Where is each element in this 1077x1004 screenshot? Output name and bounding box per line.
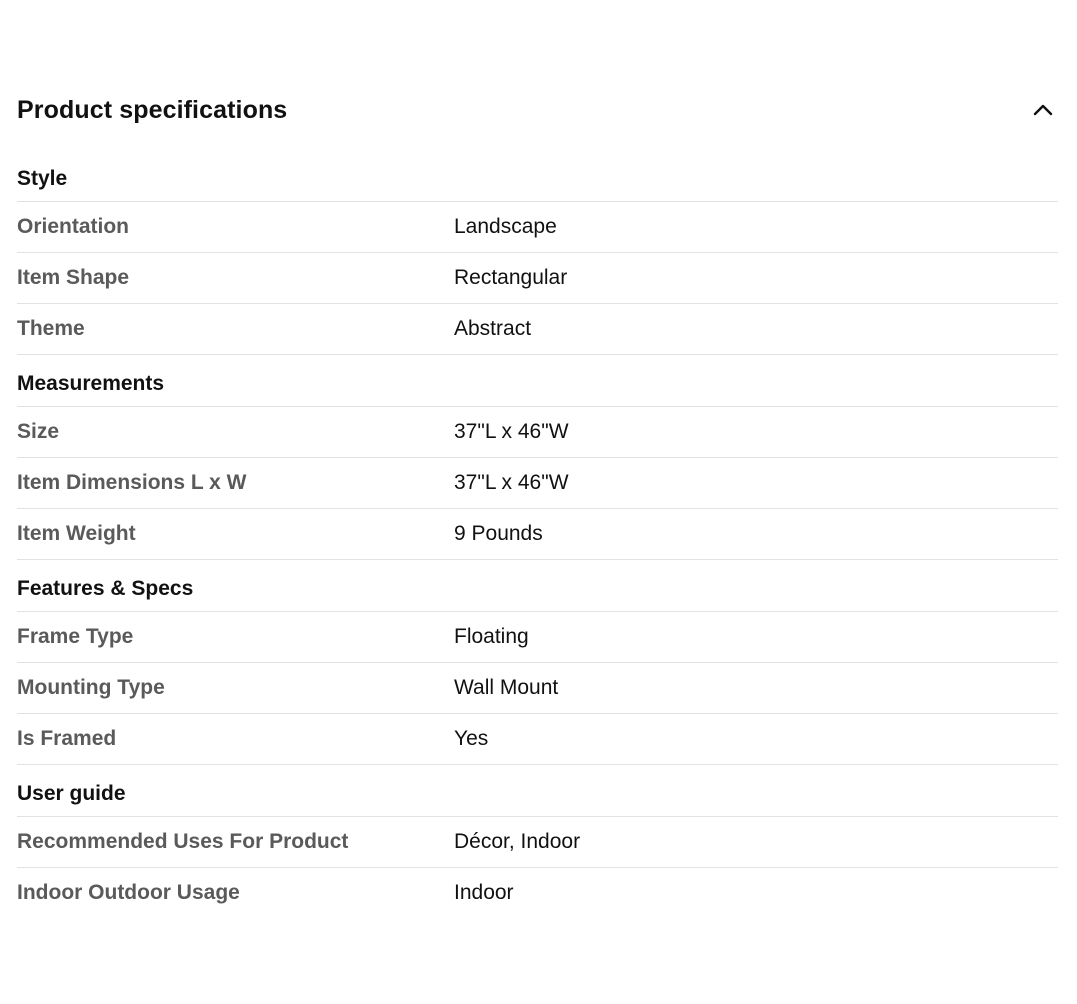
spec-label: Recommended Uses For Product [17,830,349,853]
spec-row [17,817,1058,868]
spec-row [17,458,1058,509]
spec-row [17,407,1058,458]
spec-label: Size [17,420,60,443]
spec-row [17,509,1058,560]
spec-group-measurements [17,355,1058,560]
spec-group-style [17,157,1058,355]
spec-groups [17,157,1058,918]
spec-label: Item Weight [17,522,136,545]
spec-value: Yes [454,727,489,750]
spec-row [17,714,1058,765]
spec-value: 37"L x 46"W [454,471,569,494]
product-specifications-section [17,88,1058,918]
spec-row [17,663,1058,714]
spec-group-features [17,560,1058,765]
spec-label: Frame Type [17,625,134,648]
spec-label: Mounting Type [17,676,165,699]
spec-row [17,202,1058,253]
group-title: Style [17,157,1058,202]
spec-row [17,612,1058,663]
spec-row [17,304,1058,355]
spec-value: Abstract [454,317,532,340]
spec-value: Décor, Indoor [454,830,581,853]
section-title: Product specifications [17,95,288,124]
group-title: Measurements [17,355,1058,407]
spec-value: Rectangular [454,266,568,289]
spec-label: Is Framed [17,727,117,750]
spec-label: Item Shape [17,266,130,289]
product-specifications-header[interactable] [17,88,1058,132]
spec-group-user-guide [17,765,1058,918]
group-title: Features & Specs [17,560,1058,612]
spec-value: 9 Pounds [454,522,543,545]
spec-value: Floating [454,625,529,648]
spec-label: Indoor Outdoor Usage [17,881,240,904]
spec-row [17,253,1058,304]
spec-value: Landscape [454,215,557,238]
group-title: User guide [17,765,1058,817]
spec-value: Indoor [454,881,514,904]
spec-row [17,868,1058,918]
spec-label: Orientation [17,215,130,238]
spec-label: Item Dimensions L x W [17,471,247,494]
spec-value: Wall Mount [454,676,559,699]
spec-value: 37"L x 46"W [454,420,569,443]
chevron-up-icon[interactable] [1032,99,1054,121]
spec-label: Theme [17,317,85,340]
